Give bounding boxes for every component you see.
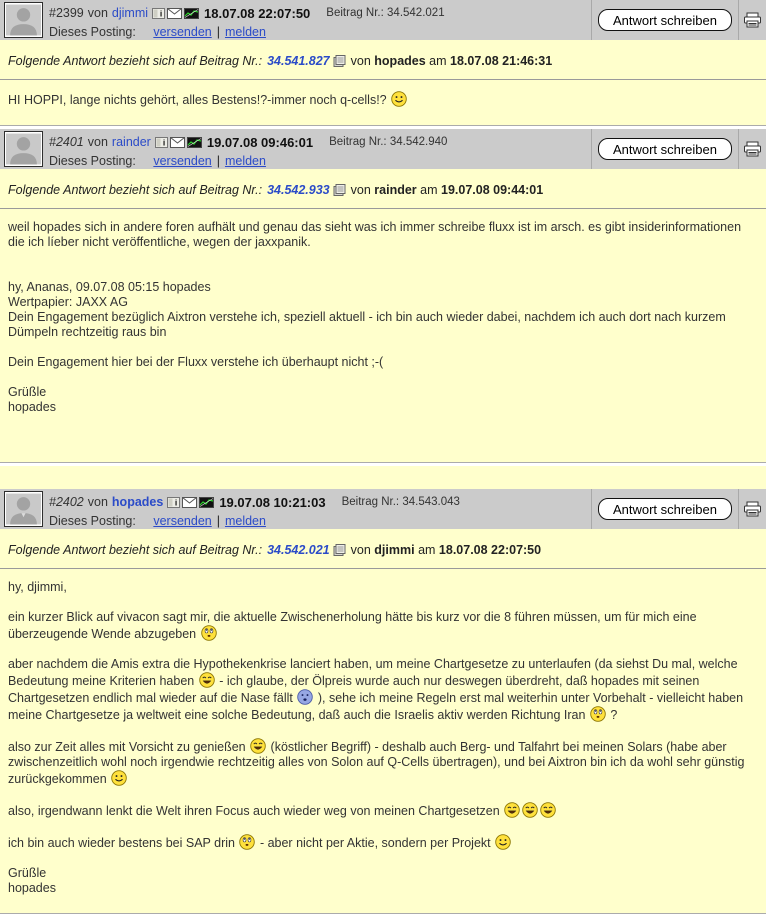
quoted-author: hopades <box>374 54 426 68</box>
header-divider <box>591 0 592 40</box>
body-line <box>8 595 758 610</box>
body-line: also zur Zeit alles mit Vorsicht zu genießen (köstlicher Begriff) - deshalb auch Berg- und Talfahrt bei meinen Solars (habe aber zwischenzeitlich wohl noch irgendwie rechtzeitig alles von Solon auf Q-Cells übertragen), und bei Aixtron bin ich da wohl sehr günstig zurückgekommen <box>8 740 745 786</box>
beitrag-number: Beitrag Nr.: 34.543.043 <box>341 496 460 508</box>
printer-icon[interactable] <box>739 501 766 517</box>
post-body <box>0 569 766 913</box>
body-line: Grüßle <box>8 385 47 399</box>
printer-icon[interactable] <box>739 141 766 157</box>
mail-icon[interactable] <box>170 137 185 148</box>
avatar-silhouette <box>6 4 41 36</box>
smiley-rolleyes-icon <box>201 625 217 641</box>
header-divider <box>591 129 592 169</box>
body-line: ich bin auch wieder bestens bei SAP drin - aber nicht per Aktie, sondern per Projekt <box>8 834 758 851</box>
post-body <box>0 209 766 462</box>
author-link[interactable]: hopades <box>111 495 164 509</box>
post-header <box>0 129 766 169</box>
quoted-post-link[interactable]: 34.541.827 <box>267 54 330 68</box>
author-link[interactable]: rainder <box>111 135 151 149</box>
chart-icon[interactable] <box>184 8 199 19</box>
userinfo-icon[interactable] <box>155 137 168 148</box>
body-line: Grüßle <box>8 866 47 880</box>
empty-post-row <box>0 466 766 489</box>
antwort-schreiben-button[interactable]: Antwort schreiben <box>598 9 732 31</box>
body-line: aber nachdem die Amis extra die Hypothekenkrise lanciert haben, um meine Chartgesetze zu unterlaufen (da siehst Du mal, welche Bedeutung meine Kriterien haben - ich glaube, der Ölpreis wurde auch nur deswegen überdreht, daß hopades mit seinen Chartgesetzen endlich mal wieder auf die Nase fällt ), sehe ich meine Regeln erst mal weiterhin unter Vorbehalt - vielleicht haben meine Chartgesetze ja weltweit eine solche Bedeutung, daß auch die Israelis aktiv werden Richtung Iran ? <box>8 657 744 722</box>
post-datetime: 19.07.08 09:46:01 <box>206 134 314 150</box>
quote-reference <box>0 529 766 568</box>
von-label: von <box>87 135 108 149</box>
body-line: weil hopades sich in andere foren aufhält und genau das sieht was ich immer schreibe fluxx ist im arsch. es gibt insiderinformationen die ich líeber nicht veröffentliche, wegen der jaxxpanik. <box>8 220 742 249</box>
quote-post-icon[interactable] <box>333 55 346 70</box>
smiley-laugh-icon <box>250 738 266 754</box>
quote-reference <box>0 169 766 208</box>
chart-icon[interactable] <box>199 497 214 508</box>
body-line <box>8 370 758 385</box>
body-line: hopades <box>8 881 56 895</box>
von-label: von <box>87 6 108 20</box>
beitrag-number: Beitrag Nr.: 34.542.940 <box>329 136 448 148</box>
melden-link[interactable]: melden <box>224 514 266 528</box>
printer-icon[interactable] <box>739 12 766 28</box>
body-line: hy, djimmi, <box>8 580 67 594</box>
link-separator: | <box>216 25 220 39</box>
avatar-silhouette <box>6 133 41 165</box>
smiley-smile-icon <box>111 770 127 786</box>
antwort-schreiben-button[interactable]: Antwort schreiben <box>598 498 732 520</box>
post-header <box>0 0 766 40</box>
body-line: hy, Ananas, 09.07.08 05:15 hopades <box>8 280 211 294</box>
quoted-author: rainder <box>374 183 417 197</box>
smiley-confused-icon <box>297 689 313 705</box>
versenden-link[interactable]: versenden <box>153 154 212 168</box>
quoted-post-link[interactable]: 34.542.933 <box>267 183 330 197</box>
link-separator: | <box>216 514 220 528</box>
body-line <box>8 819 758 834</box>
melden-link[interactable]: melden <box>224 154 266 168</box>
body-line <box>8 851 758 866</box>
post-number: #2399 <box>49 6 84 20</box>
post-datetime: 18.07.08 22:07:50 <box>204 5 311 21</box>
quote-prefix: Folgende Antwort bezieht sich auf Beitrag Nr.: <box>8 183 263 197</box>
am-label: am <box>418 543 436 557</box>
smiley-laugh-icon <box>540 802 556 818</box>
smiley-rolleyes-icon <box>239 834 255 850</box>
body-line <box>8 415 758 430</box>
versenden-link[interactable]: versenden <box>153 514 212 528</box>
body-line <box>8 430 758 445</box>
am-label: am <box>420 183 438 197</box>
avatar[interactable] <box>4 131 43 167</box>
smiley-laugh-icon <box>522 802 538 818</box>
header-divider <box>591 489 592 529</box>
post-body <box>0 80 766 125</box>
body-line <box>8 787 758 802</box>
chart-icon[interactable] <box>187 137 202 148</box>
von-label: von <box>350 183 371 197</box>
body-line <box>8 265 758 280</box>
dieses-posting-label: Dieses Posting: <box>49 514 136 528</box>
quote-post-icon[interactable] <box>333 184 346 199</box>
body-line <box>8 642 758 657</box>
von-label: von <box>87 495 108 509</box>
avatar-silhouette <box>6 493 41 525</box>
quote-prefix: Folgende Antwort bezieht sich auf Beitrag Nr.: <box>8 543 263 557</box>
userinfo-icon[interactable] <box>167 497 180 508</box>
smiley-laugh-icon <box>504 802 520 818</box>
mail-icon[interactable] <box>167 8 182 19</box>
userinfo-icon[interactable] <box>152 8 165 19</box>
quoted-datetime: 19.07.08 09:44:01 <box>441 183 544 197</box>
svg-text:i: i <box>175 497 178 508</box>
body-line: also, irgendwann lenkt die Welt ihren Focus auch wieder weg von meinen Chartgesetzen <box>8 802 758 819</box>
smiley-rolleyes-icon <box>590 706 606 722</box>
am-label: am <box>429 54 447 68</box>
forum-post <box>0 489 766 914</box>
quote-prefix: Folgende Antwort bezieht sich auf Beitrag Nr.: <box>8 54 263 68</box>
avatar[interactable] <box>4 491 43 527</box>
forum-post <box>0 129 766 463</box>
body-line: Dein Engagement hier bei der Fluxx verstehe ich überhaupt nicht ;-( <box>8 355 384 369</box>
body-line: ein kurzer Blick auf vivacon sagt mir, die aktuelle Zwischenerholung hätte bis kurz vor die 8 führen müssen, um für mich eine überzeugende Wende abzugeben <box>8 610 697 641</box>
quoted-post-link[interactable]: 34.542.021 <box>267 543 330 557</box>
quoted-datetime: 18.07.08 21:46:31 <box>450 54 553 68</box>
smiley-laugh-icon <box>199 672 215 688</box>
body-line <box>8 340 758 355</box>
avatar[interactable] <box>4 2 43 38</box>
post-number: #2402 <box>49 495 84 509</box>
svg-text:i: i <box>159 8 163 19</box>
von-label: von <box>350 54 371 68</box>
mail-icon[interactable] <box>182 497 197 508</box>
link-separator: | <box>216 154 220 168</box>
body-line: Wertpapier: JAXX AG <box>8 295 128 309</box>
forum-post <box>0 0 766 126</box>
smiley-smile-icon <box>391 91 407 107</box>
body-line: hopades <box>8 400 56 414</box>
antwort-schreiben-button[interactable]: Antwort schreiben <box>598 138 732 160</box>
dieses-posting-label: Dieses Posting: <box>49 154 136 168</box>
quote-post-icon[interactable] <box>333 544 346 559</box>
melden-link[interactable]: melden <box>224 25 266 39</box>
post-datetime: 19.07.08 10:21:03 <box>219 494 326 510</box>
quoted-datetime: 18.07.08 22:07:50 <box>438 543 542 557</box>
dieses-posting-label: Dieses Posting: <box>49 25 136 39</box>
quote-reference <box>0 40 766 79</box>
quoted-author: djimmi <box>374 543 415 557</box>
body-line: Dein Engagement bezüglich Aixtron verstehe ich, speziell aktuell - ich bin auch wieder dabei, nachdem ich auch dort nach kurzem Dümpeln rechtzeitig raus bin <box>8 310 726 339</box>
post-header <box>0 489 766 529</box>
body-line <box>8 250 758 265</box>
author-link[interactable]: djimmi <box>111 6 149 20</box>
von-label: von <box>350 543 371 557</box>
svg-text:i: i <box>162 137 166 148</box>
smiley-smile-icon <box>495 834 511 850</box>
post-number: #2401 <box>49 135 84 149</box>
body-line <box>8 723 758 738</box>
beitrag-number: Beitrag Nr.: 34.542.021 <box>326 7 445 19</box>
versenden-link[interactable]: versenden <box>153 25 212 39</box>
body-line: HI HOPPI, lange nichts gehört, alles Bestens!?-immer noch q-cells!? <box>8 91 758 108</box>
